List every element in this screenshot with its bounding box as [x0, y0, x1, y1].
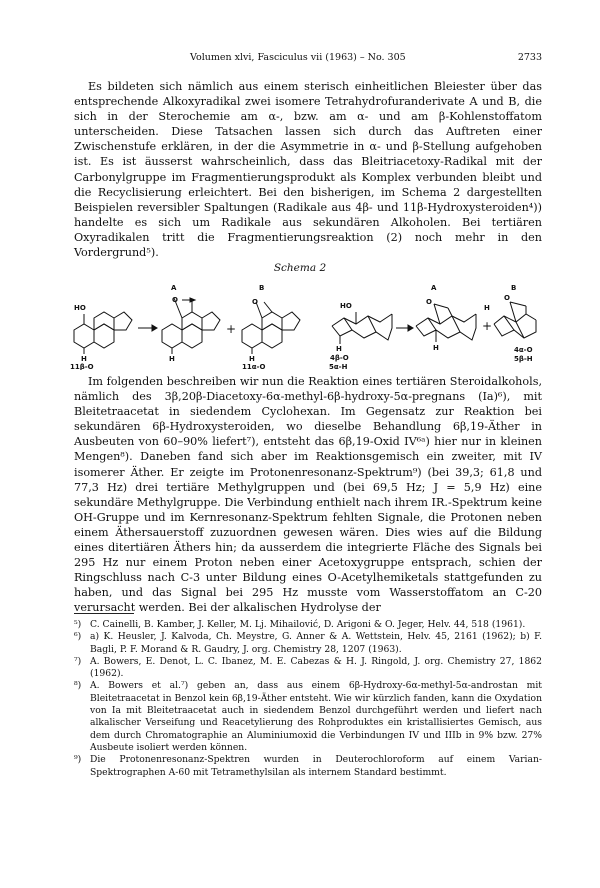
- label-a-left: A: [171, 284, 177, 292]
- label-o-b-right: O: [504, 294, 510, 302]
- reaction-scheme: [64, 278, 544, 370]
- steroid-a-structure: [162, 298, 220, 354]
- label-h-4: H: [336, 345, 342, 353]
- running-title: Volumen xlvi, Fasciculus vii (1963) – No. 305: [190, 52, 406, 63]
- footnote-9: ⁹) Die Protonenresonanz-Spektren wurden in Deuterochloroform auf einem Varian-Spektrographen A-60 mit Tetramethylsilan als internem Standard bestimmt.: [74, 754, 542, 778]
- label-h-6: H: [484, 304, 490, 312]
- svg-text:+: +: [482, 319, 493, 333]
- label-o-a-right: O: [426, 298, 432, 306]
- label-h-3: H: [249, 355, 255, 363]
- label-b-left: B: [259, 284, 265, 292]
- footnote-6: ⁶) a) K. Heusler, J. Kalvoda, Ch. Meystre, G. Anner & A. Wettstein, Helv. 45, 2161 (1962); b) F. Bagli, P. F. Morand & R. Gaudry, J. org. Chemistry 28, 1207 (1963).: [74, 631, 542, 655]
- steroid-a2-structure: [416, 304, 476, 342]
- label-11b-o: 11β-O: [70, 363, 94, 370]
- running-header: [100, 52, 542, 66]
- label-5a-h: 5α-H: [329, 363, 348, 370]
- scheme-caption: Schema 2: [273, 262, 327, 274]
- page-number: 2733: [517, 52, 542, 63]
- label-ho-right: HO: [340, 302, 352, 310]
- label-o-b-left: O: [252, 298, 258, 306]
- footnote-5: ⁵) C. Cainelli, B. Kamber, J. Keller, M. Lj. Mihailović, D. Arigoni & O. Jeger, Helv. 44, 518 (1961).: [74, 619, 526, 630]
- label-b-right: B: [511, 284, 517, 292]
- footnote-8: ⁸) A. Bowers et al.⁷) geben an, dass aus einem 6β-Hydroxy-6α-methyl-5α-androstan mit Bleitetraacetat in Benzol kein 6β,19-Äther entsteht. Wie wir kürzlich fanden, kann die Oxydation von Ia mit Bleitetraacetat auch in siedendem Benzol durchgeführt werden und liefert nach alkalischer Verseifung und Reacetylierung des Rohproduktes ein kristallisiertes Gemisch, aus dem durch Chromatographie an Aluminiumoxid die Verbindungen IV und IIIb in 9% bzw. 27% Ausbeute isoliert werden können.: [74, 680, 542, 753]
- label-o-a-left: O: [172, 296, 178, 304]
- steroid-b2-structure: [494, 302, 536, 338]
- footnote-7: ⁷) A. Bowers, E. Denot, L. C. Ibanez, M. E. Cabezas & H. J. Ringold, J. org. Chemistry 27, 1862 (1962).: [74, 655, 542, 680]
- label-h-2: H: [169, 355, 175, 363]
- svg-text:+: +: [226, 322, 237, 336]
- steroid-11b-structure: [74, 312, 132, 354]
- paragraph-2: Im folgenden beschreiben wir nun die Reaktion eines tertiären Steroidalkohols, nämlich des 3β,20β-Diacetoxy-6α-methyl-6β-hydroxy-5α-pregnans (Ia)⁶), mit Bleitetraacetat in siedendem Cyclohexan. Im Gegensatz zur Reaktion bei sekundären 6β-Hydroxysteroiden, wo dieselbe Behandlung 6β,19-Äther in Ausbeuten von 60–90% liefert⁷), entsteht das 6β,19-Oxid IV⁶ᵃ) hier nur in kleinen Mengen⁸). Daneben fand sich aber im Reaktionsgemisch ein zweiter, mit IV isomerer Äther. Er zeigte im Protonenresonanz-Spektrum⁹) (bei 39,3; 61,8 und 77,3 Hz) drei tertiäre Methylgruppen und (bei 69,5 Hz; J = 5,9 Hz) eine sekundäre Methylgruppe. Die Verbindung enthielt nach ihrem IR.-Spektrum keine OH-Gruppe und im Kernresonanz-Spektrum fehlten Signale, die Protonen neben einem Äthersauerstoff zuzuordnen gewesen wären. Dies wies auf die Bildung eines ditertiären Äthers hin; da ausserdem die integrierte Fläche des Signals bei 295 Hz nur einem Proton neben einer Acetoxygruppe entsprach, schien der Ringschluss nach C-3 unter Bildung eines O-Acetylhemiketals stattgefunden zu haben, und das Signal bei 295 Hz musste vom Wasserstoffatom an C-20 verursacht werden. Bei der alkalischen Hydrolyse der: [74, 375, 542, 615]
- label-h-5: H: [433, 344, 439, 352]
- footnote-rule: [74, 613, 134, 614]
- label-4b-o: 4β-O: [330, 354, 349, 362]
- paragraph-1: Es bildeten sich nämlich aus einem sterisch einheitlichen Bleiester über das entsprechende Alkoxyradikal zwei isomere Tetrahydrofuranderivate A und B, die sich in der Sterochemie am α-, bzw. am α- und am β-Kohlenstoffatom unterscheiden. Diese Tatsachen lassen sich durch das Auftreten einer Zwischenstufe erklären, in der die Asymmetrie in α- und β-Stellung aufgehoben ist. Es ist äusserst wahrscheinlich, dass das Bleitriacetoxy-Radikal mit der Carbonylgruppe im Fragmentierungsprodukt als Komplex verbunden bleibt und die Recyclisierung erleichtert. Bei den bisherigen, im Schema 2 dargestellten Beispielen reversibler Spaltungen (Radikale aus 4β- und 11β-Hydroxysteroiden⁴)) handelte es sich um Radikale aus sekundären Alkoholen. Bei tertiären Oxyradikalen tritt die Fragmentierungsreaktion (2) noch mehr in den Vordergrund⁵).: [74, 80, 542, 260]
- steroid-b-structure: [242, 302, 300, 354]
- footnotes: [74, 619, 542, 779]
- scheme-drawing: [64, 278, 544, 370]
- label-a-right: A: [431, 284, 437, 292]
- label-ho-left: HO: [74, 304, 86, 312]
- label-h-1: H: [81, 355, 87, 363]
- label-5b-h: 5β-H: [514, 355, 533, 363]
- label-11a-o: 11α-O: [242, 363, 266, 370]
- steroid-4b-structure: [332, 312, 392, 344]
- label-4a-o: 4α-O: [514, 346, 533, 354]
